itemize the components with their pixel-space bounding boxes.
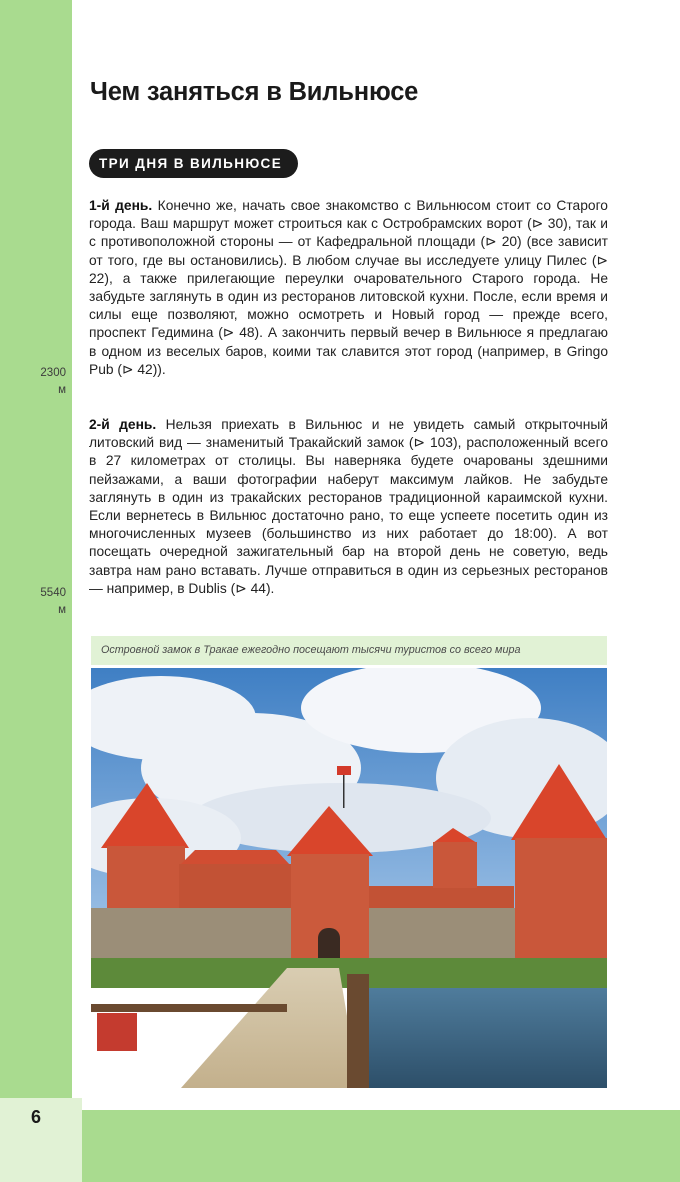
trakai-castle-photo — [91, 668, 607, 1088]
boat — [97, 1013, 137, 1051]
margin-note-1-unit: м — [58, 384, 66, 396]
left-wall-stone — [91, 908, 301, 963]
day-1-lead: 1-й день. — [89, 198, 153, 213]
margin-note-2 — [0, 585, 66, 619]
day-2-paragraph — [89, 416, 608, 598]
photo-caption-box — [91, 636, 607, 665]
day-1-text: Конечно же, начать свое знакомство с Вильнюсом стоит со Старого города. Ваш маршрут может строиться как с Остробрамских ворот (⊳ 30), так и с противоположной стороны — от Кафедральной площади (⊳ 20) (все зависит от того, где вы остановились). В любом случае вы исследуете улицу Пилес (⊳ 22), а также прилегающие переулки очаровательного Старого города. Не забудьте заглянуть в один из ресторанов литовской кухни. После, если время и силы еще позволяют, можно осмотреть и Новый город — прежде всего, проспект Гедимина (⊳ 48). А закончить первый вечер в Вильнюсе я предлагаю в одном из веселых баров, коими так славится этот город (например, в Gringo Pub (⊳ 42)). — [89, 198, 608, 377]
lake-water — [367, 988, 607, 1088]
page-number: 6 — [30, 1107, 41, 1127]
margin-note-1-value: 2300 — [40, 367, 66, 379]
section-label: ТРИ ДНЯ В ВИЛЬНЮСЕ — [89, 149, 298, 178]
day-2-lead: 2-й день. — [89, 417, 157, 432]
photo-caption: Островной замок в Тракае ежегодно посещают тысячи туристов со всего мира — [101, 644, 521, 656]
right-tower — [515, 838, 607, 968]
footer-green-band — [82, 1110, 680, 1182]
day-1-paragraph — [89, 197, 608, 379]
left-hall-roof — [179, 850, 291, 866]
bridge-railing-left — [91, 1004, 287, 1012]
day-2-text: Нельзя приехать в Вильнюс и не увидеть самый открыточный литовский вид — знаменитый Тракайский замок (⊳ 103), расположенный всего в 27 километрах от столицы. Вы наверняка будете очарованы здешними пейзажами, а ваши фотографии наберут максимум лайков. Не забудьте заглянуть в один из тракайских ресторанов традиционной караимской кухни. Если вернетесь в Вильнюс достаточно рано, то еще успеете посетить один из многочисленных музеев (большинство из них работает до 18:00). А вот посещать очередной зажигательный бар на второй день не советую, ведь завтра нам рано вставать. Лучше отправиться в один из серьезных ресторанов — например, в Dublis (⊳ 44). — [89, 417, 608, 596]
margin-note-2-value: 5540 — [40, 587, 66, 599]
flag-pole — [343, 770, 345, 808]
page-title: Чем заняться в Вильнюсе — [90, 78, 419, 106]
side-green-bar — [0, 0, 72, 1098]
flag — [337, 766, 351, 775]
bridge-railing-right — [347, 974, 369, 1088]
margin-note-2-unit: м — [58, 604, 66, 616]
margin-note-1 — [0, 365, 66, 399]
right-gable — [433, 842, 477, 888]
